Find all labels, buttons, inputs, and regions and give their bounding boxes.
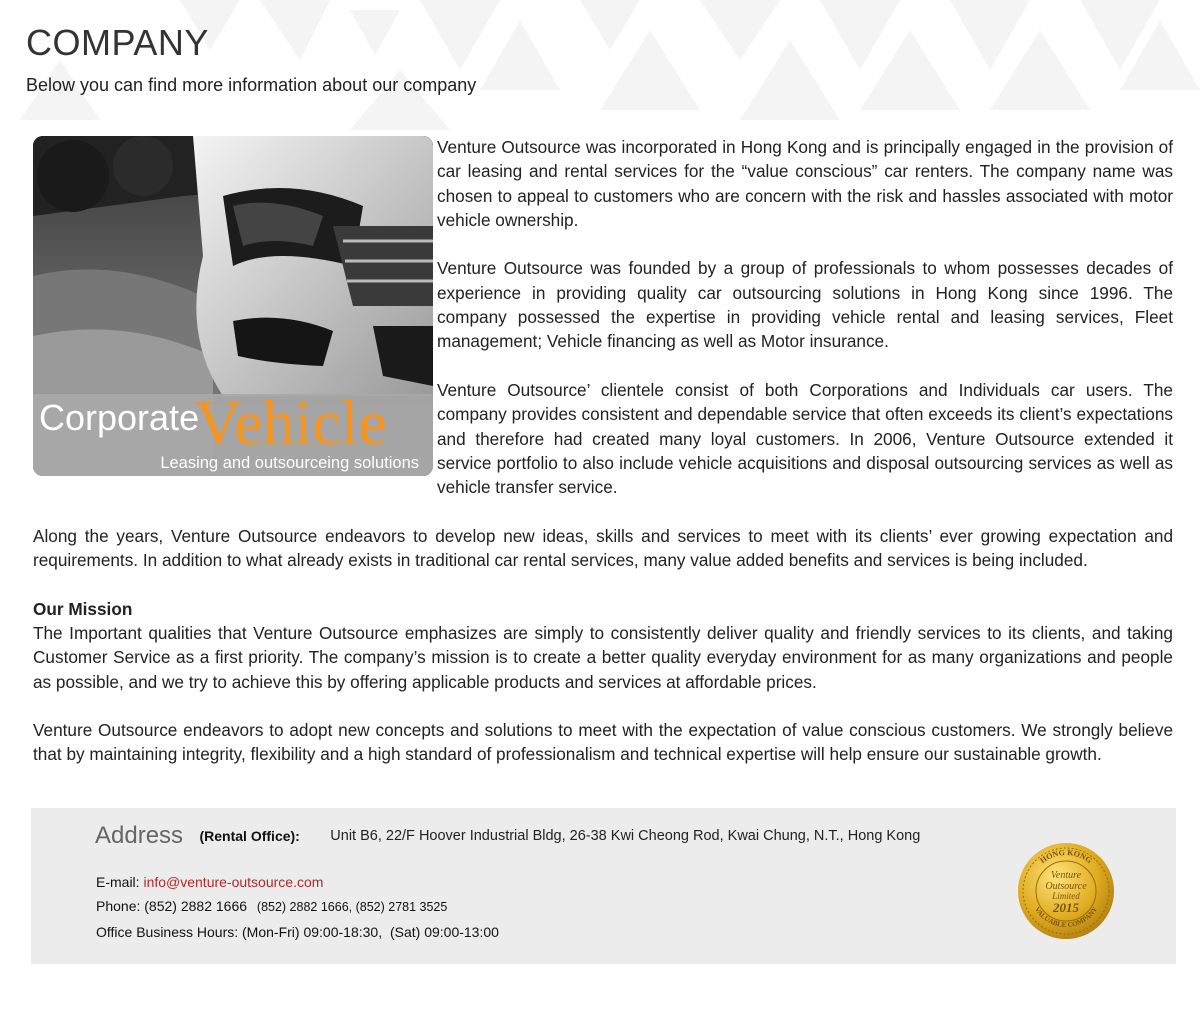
banner-tagline: Leasing and outsourceing solutions [160,454,419,472]
email-link[interactable]: info@venture-outsource.com [143,874,324,890]
email-label: E-mail: [96,874,140,890]
address-row [95,822,920,850]
rental-office-label: (Rental Office): [199,828,300,844]
seal-bottom-arc: VALUABLE COMPANY [1032,905,1100,930]
clientele-paragraph: Venture Outsource’ clientele consist of both Corporations and Individuals car users. The company provides consistent and dependable service that often exceeds its client’s expectations and therefore had created many loyal customers. In 2006, Venture Outsource extended it service portfolio to also include vehicle acquisitions and disposal outsourcing services as well as vehicle transfer service. [437,379,1173,498]
address-label: Address [95,822,184,849]
seal-top-arc: HONG KONG [1038,847,1094,866]
seal-line2: Outsource [1045,881,1087,892]
email-row [96,874,323,890]
banner-vehicle-text: Vehicle [195,387,387,458]
hours-row [96,924,499,940]
page-header [26,22,476,96]
page-subtitle: Below you can find more information about our company [26,75,477,95]
growth-paragraph: Along the years, Venture Outsource endeavors to develop new ideas, skills and services to meet with its clients’ ever growing expectation and requirements. In addition to what already exists in traditional car rental services, many value added benefits and services is being included. [33,525,1173,571]
address-text: Unit B6, 22/F Hoover Industrial Bldg, 26-38 Kwi Cheong Rod, Kwai Chung, N.T., Hong Kong [330,828,921,844]
phone-label: Phone: (852) 2882 1666 [96,898,248,914]
corporate-vehicle-banner [33,387,433,476]
corporate-vehicle-image [33,136,433,476]
hours-label: Office Business Hours: (Mon-Fri) 09:00-18:30, [96,924,383,940]
mission-heading: Our Mission [33,598,133,619]
page-title: COMPANY [26,22,209,63]
mission-section [33,597,1173,694]
banner-corporate-text: Corporate [39,397,200,438]
phone-extra: (852) 2882 1666, (852) 2781 3525 [256,900,448,914]
seal-line3: Limited [1052,891,1080,901]
company-content [33,135,1173,791]
phone-row [96,898,447,914]
seal-year: 2015 [1053,900,1079,915]
contact-footer [31,808,1176,964]
founding-paragraph: Venture Outsource was founded by a group of professionals to whom possesses decades of experience in providing quality car outsourcing solutions in Hong Kong since 1996. The company possessed the expertise in providing vehicle rental and leasing services, Fleet management; Vehicle financing as well as Motor insurance. [437,258,1173,352]
seal-line1: Venture [1050,870,1082,881]
closing-paragraph: Venture Outsource endeavors to adopt new concepts and solutions to meet with the expectation of value conscious customers. We strongly believe that by maintaining integrity, flexibility and a high standard of professionalism and technical expertise will help ensure our sustainable growth. [33,720,1173,765]
intro-paragraph: Venture Outsource was incorporated in Hong Kong and is principally engaged in the provision of car leasing and rental services for the “value conscious” car renters. The company name was chosen to appeal to customers who are concern with the risk and hassles associated with motor vehicle ownership. [437,137,1173,230]
mission-text: The Important qualities that Venture Outsource emphasizes are simply to consistently deliver quality and friendly services to its clients, and taking Customer Service as a first priority. The company’s mission is to create a better quality everyday environment for as many organizations and people as possible, and we try to achieve this by offering applicable products and services at affordable prices. [33,622,1173,692]
hours-extra: (Sat) 09:00-13:00 [389,924,499,940]
company-seal-icon [1016,841,1116,941]
